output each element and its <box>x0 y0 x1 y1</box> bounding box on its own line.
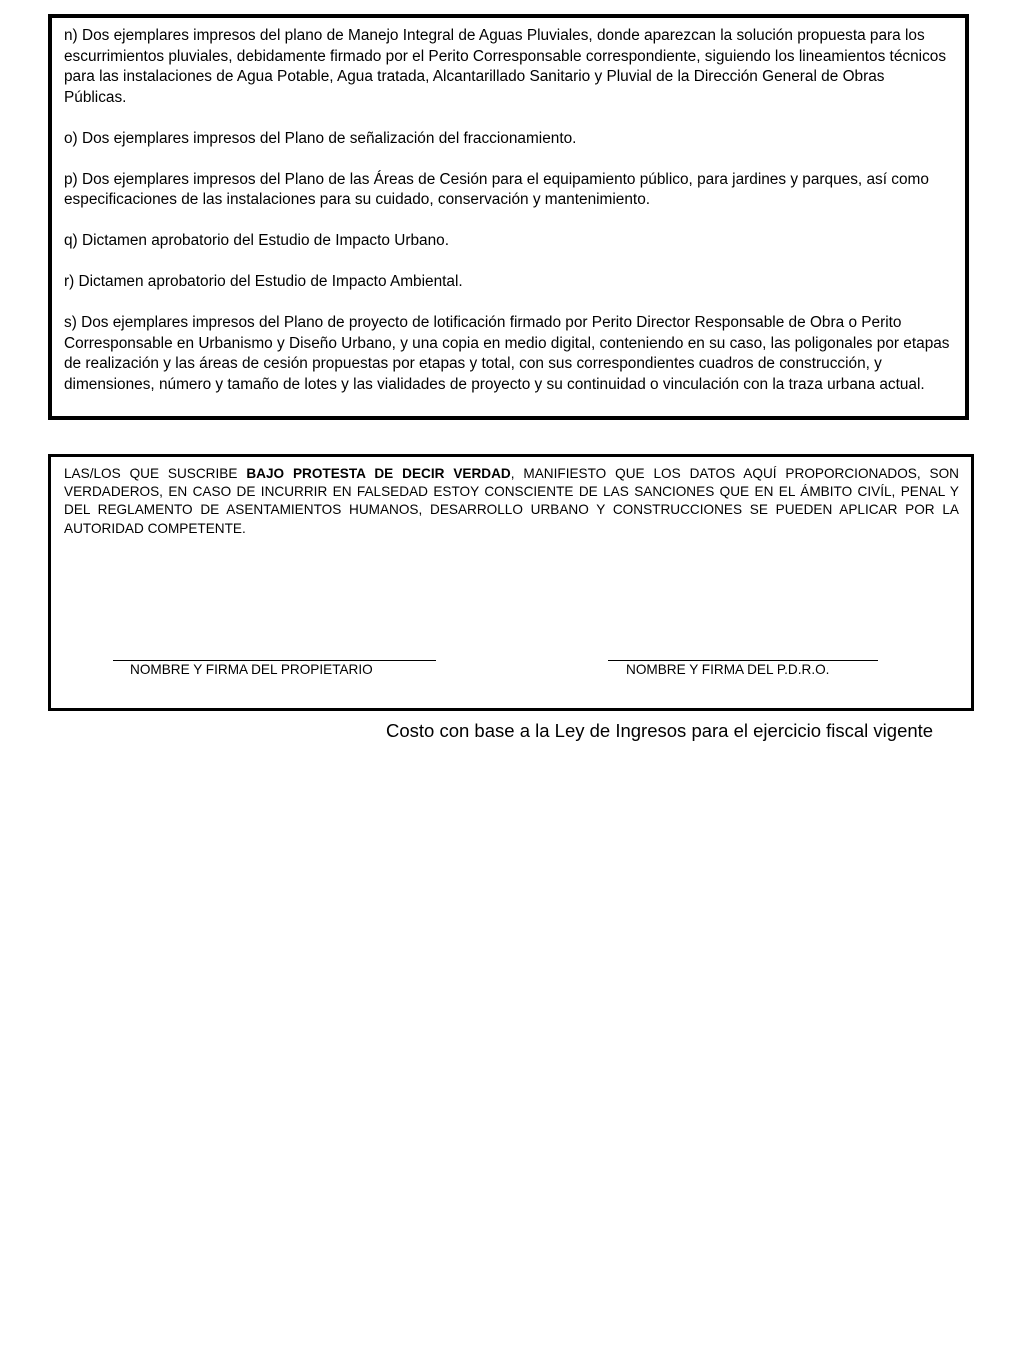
pdro-signature-line <box>608 660 878 661</box>
owner-signature-label: NOMBRE Y FIRMA DEL PROPIETARIO <box>130 662 373 677</box>
pdro-signature-label: NOMBRE Y FIRMA DEL P.D.R.O. <box>626 662 830 677</box>
declaration-bold: BAJO PROTESTA DE DECIR VERDAD <box>246 466 511 481</box>
requirement-o: o) Dos ejemplares impresos del Plano de señalización del fraccionamiento. <box>64 129 577 147</box>
declaration-text <box>64 465 959 538</box>
requirements-box <box>48 14 969 420</box>
requirement-s: s) Dos ejemplares impresos del Plano de proyecto de lotificación firmado por Perito Director Responsable de Obra o Perito Corresponsable en Urbanismo y Diseño Urbano, y una copia en medio digital, conteniendo en su caso, las poligonales por etapas de realización y las áreas de cesión propuestas por etapas y total, con sus correspondientes cuadros de construcción, y dimensiones, número y tamaño de lotes y las vialidades de proyecto y su continuidad o vinculación con la traza urbana actual. <box>64 314 950 393</box>
requirement-p: p) Dos ejemplares impresos del Plano de las Áreas de Cesión para el equipamiento público, para jardines y parques, así como especificaciones de las instalaciones para su cuidado, conservación y mantenimiento. <box>64 170 929 208</box>
owner-signature-line <box>113 660 436 661</box>
footer-note: Costo con base a la Ley de Ingresos para el ejercicio fiscal vigente <box>386 720 934 741</box>
requirement-n: n) Dos ejemplares impresos del plano de Manejo Integral de Aguas Pluviales, donde aparezcan la solución propuesta para los escurrimientos pluviales, debidamente firmado por el Perito Corresponsable correspondiente, siguiendo los lineamientos técnicos para las instalaciones de Agua Potable, Agua tratada, Alcantarillado Sanitario y Pluvial de la Dirección General de Obras Públicas. <box>64 27 947 106</box>
requirement-r: r) Dictamen aprobatorio del Estudio de Impacto Ambiental. <box>64 273 463 290</box>
declaration-rest: , MANIFIESTO QUE LOS DATOS AQUÍ PROPORCIONADOS, SON VERDADEROS, EN CASO DE INCURRIR EN FALSEDAD ESTOY CONSCIENTE DE LAS SANCIONES QUE EN EL ÁMBITO CIVÍL, PENAL Y DEL REGLAMENTO DE ASENTAMIENTOS HUMANOS, DESARROLLO URBANO Y CONSTRUCCIONES SE PUEDEN APLICAR POR LA AUTORIDAD COMPETENTE. <box>64 466 959 536</box>
declaration-prefix: LAS/LOS QUE SUSCRIBE <box>64 466 247 481</box>
requirement-q: q) Dictamen aprobatorio del Estudio de Impacto Urbano. <box>64 232 449 249</box>
